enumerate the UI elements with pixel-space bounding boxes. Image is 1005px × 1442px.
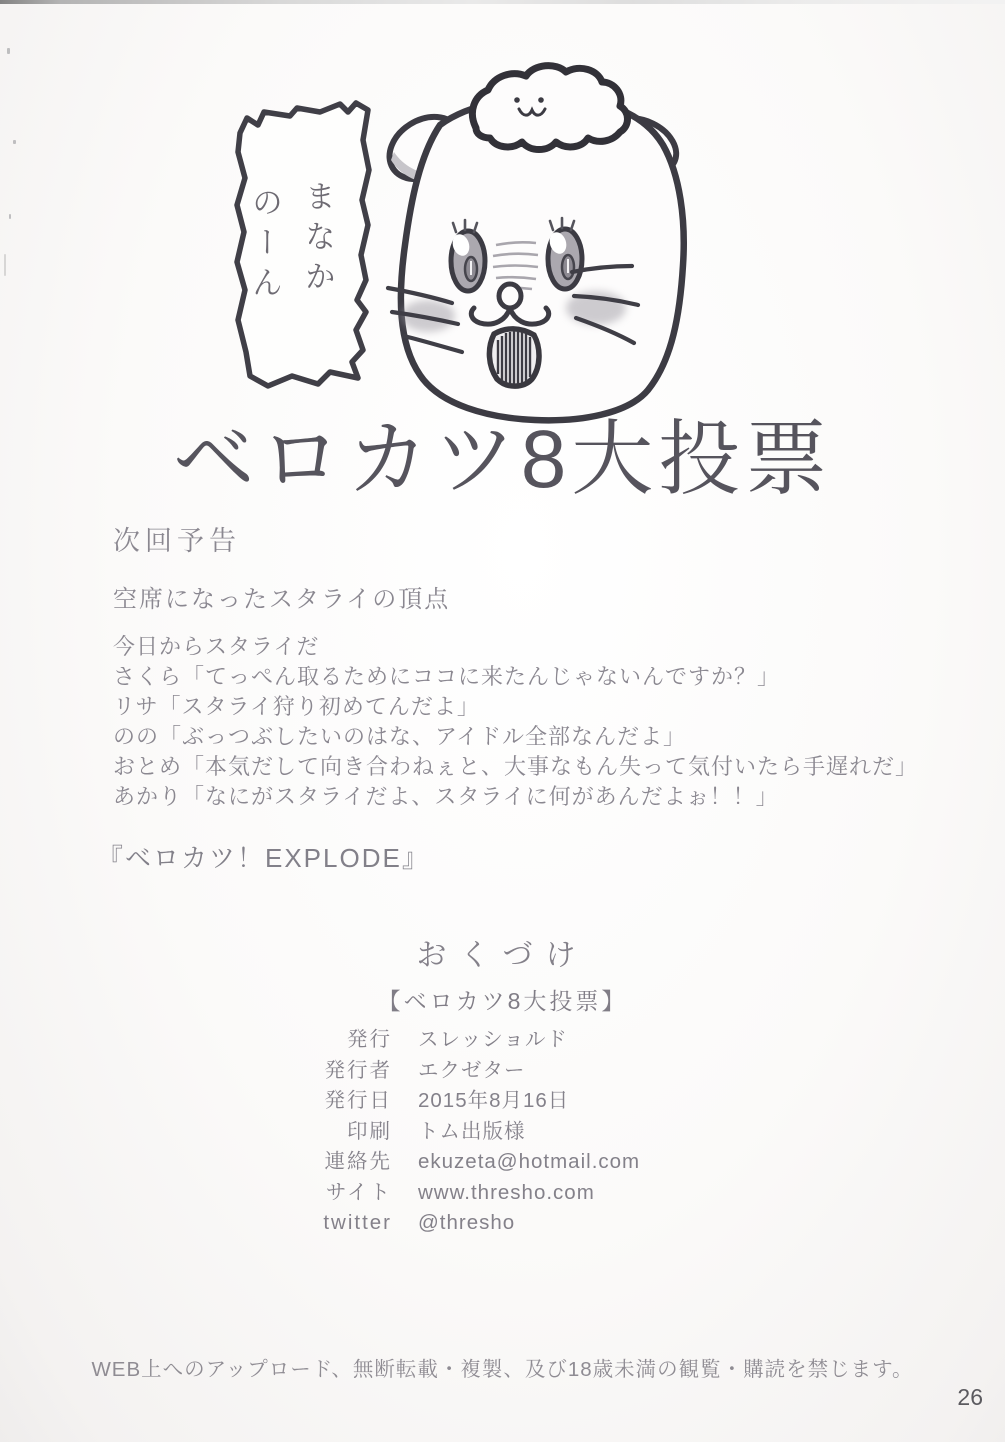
colophon-label: twitter: [323, 1211, 392, 1234]
colophon-label: 発行者: [324, 1058, 392, 1082]
hamster-left-eye: [450, 231, 485, 291]
colophon-value: www.thresho.com: [418, 1180, 595, 1204]
colophon-value: 2015年8月16日: [418, 1089, 570, 1112]
hamster-nose: [499, 284, 521, 308]
colophon-label: サイト: [325, 1180, 392, 1204]
colophon-heading: おくづけ: [416, 939, 589, 972]
colophon-label: 印刷: [347, 1119, 392, 1143]
hamster-right-eye: [547, 229, 582, 289]
page-title: ベロカツ8大投票: [172, 414, 833, 505]
colophon-book-title: 【ベロカツ8大投票】: [377, 988, 628, 1014]
colophon-rows: [242, 1025, 802, 1239]
cloud-face-right-eye: [538, 97, 544, 103]
colophon-value: トム出版様: [418, 1119, 526, 1143]
preview-line: さくら「てっぺん取るためにココに来たんじゃないんですか？」: [113, 664, 781, 689]
colophon-value: @thresho: [418, 1211, 516, 1234]
preview-line: おとめ「本気だして向き合わねぇと、大事なもん失って気付いたら手遅れだ」: [113, 754, 919, 779]
preview-line: あかり「なにがスタライだよ、スタライに何があんだよぉ！！」: [113, 784, 779, 809]
next-issue-heading: 次回予告: [113, 526, 241, 556]
preview-line: のの「ぶっつぶしたいのはな、アイドル全部なんだよ」: [113, 724, 687, 749]
preview-line: 今日からスタライだ: [113, 634, 320, 659]
preview-line: リサ「スタライ狩り初めてんだよ」: [113, 694, 480, 719]
next-issue-lines: [113, 632, 918, 812]
hamster-character: [378, 66, 685, 421]
colophon-value: ekuzeta@hotmail.com: [418, 1150, 641, 1173]
next-book-title: 『ベロカツ！EXPLODE』: [97, 843, 430, 873]
page-number: 26: [957, 1384, 983, 1410]
colophon-label: 発行日: [324, 1089, 392, 1112]
speech-bubble-text-left: のーん: [247, 186, 282, 306]
colophon-label: 連絡先: [324, 1150, 392, 1173]
hamster-open-mouth: [489, 329, 539, 386]
cloud-face-left-eye: [514, 97, 520, 103]
copyright-warning: WEB上へのアップロード、無断転載・複製、及び18歳未満の観覧・購読を禁じます。: [91, 1358, 914, 1381]
colophon-value: エクゼター: [418, 1058, 526, 1082]
next-issue-subtitle: 空席になったスタライの頂点: [113, 586, 451, 613]
colophon-label: 発行: [347, 1028, 392, 1051]
colophon-value: スレッショルド: [418, 1028, 568, 1051]
cloud-on-head: [472, 66, 627, 150]
speech-bubble-text-right: まなか: [300, 180, 335, 300]
